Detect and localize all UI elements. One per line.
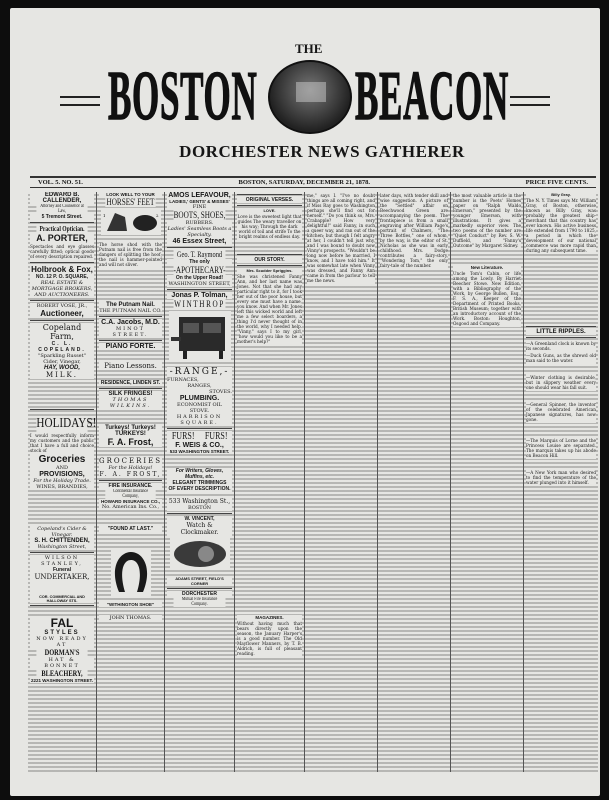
ad-text: HAY, WOOD,: [30, 365, 94, 371]
ad-text: REAL ESTATE & MORTGAGE BROKERS, AND AUCTIONEERS.: [31, 280, 93, 298]
ad-furs: [167, 431, 232, 442]
ad-text: 46 Essex Street,: [167, 238, 232, 245]
masthead: [10, 8, 600, 174]
ad-optician: Practical Optician.: [36, 225, 87, 233]
ad-lefavour: AMOS LEFAVOUR,: [168, 192, 231, 199]
ad-text: PLUMBING.: [167, 395, 232, 402]
ad-text: MILK.: [30, 371, 94, 379]
ad-groceries: GROCERIES: [99, 457, 163, 465]
ad-text: WINES, BRANDIES,: [30, 484, 94, 490]
ad-text: 533 WASHINGTON STREET.: [167, 449, 232, 454]
ripple-item: —General Spinner, the inventor of the celebrated American Japanese signatures, has now gone.: [526, 402, 596, 422]
lighthouse-vignette-icon: [268, 60, 352, 134]
stove-illustration-icon: [169, 311, 231, 361]
ad-text: -RANGE,-: [167, 367, 232, 377]
magazines-text: Without having much that bears directly upon the season, the January Harper's is a good number. The Old Mayflower Manners, by T. B. Aldrich, is full of pleasant reading.: [237, 621, 302, 656]
ad-silk-fringes: SILK FRINGES!: [99, 391, 162, 397]
column-4-verses-story: [235, 192, 305, 772]
ad-text: 5 Tremont Street.: [30, 214, 94, 220]
article-text: later days, with tender skill and wise suggestion. A picture of the "Settled" affair on Beechwood Green are accompanying the poem. The frontispiece is from a small engraving after William Page's portrait of Chalmers, "The Three Bottles," one of whom, by the way, is the editor of St. Nicholas as she was in early childhood. Mrs. Dodge contributes a fairy-story, "Wondering Tom," the only fairy-tale of the number.: [380, 193, 448, 268]
ad-text: RUBBERS.: [167, 220, 232, 226]
ad-text: HARRISON SQUARE.: [167, 414, 232, 426]
ad-text: THE PUTNAM NAIL CO.: [99, 308, 162, 314]
ad-text: PROVISIONS,: [30, 471, 94, 478]
ad-john-thomas: JOHN THOMAS.: [99, 615, 162, 621]
column-5-text: [305, 192, 378, 772]
ad-text: ADAMS STREET, FIELD'S CORNER: [167, 576, 232, 586]
newspaper-page: [10, 8, 600, 796]
ad-text: STOVES.: [167, 389, 232, 395]
ad-text: F. A. FROST,: [99, 471, 162, 478]
ad-text: For Writers, Gloves, Muffins, etc.: [167, 468, 232, 480]
ad-text: [30, 581, 94, 595]
ad-text: NOW READY AT: [30, 636, 94, 648]
column-7-text: [451, 192, 524, 772]
ad-text: A. PORTER,: [30, 233, 94, 243]
masthead-the: THE: [295, 41, 323, 56]
article-text: me," says I. "I've no doubt things are all coming right, and if Miss Ray goes to Washington perhaps she'll find out for herself." "Do you think so, Mrs. Crabapple? How very delightful!" said Fanny, in such a queer way, and ran out of the kitchen; but though I felt angry at her, I couldn't tell just why, and I was bound to doubt now Vinny's prospects. "Wouldn't be long now before he married, I know, and I have told him." It was somewhat late when Vinny was dressed, and Fanny Ann came in from the parlour to tell me the news.: [307, 193, 375, 283]
ad-tolman: Jonas P. Tolman,: [167, 292, 232, 299]
ad-text: Funeral: [30, 567, 94, 573]
ad-found-at-last: "FOUND AT LAST.": [99, 526, 162, 532]
ad-raymond: Geo. T. Raymond: [174, 250, 226, 259]
ornament-right-icon: [510, 96, 550, 106]
column-1-ads: [28, 192, 97, 772]
figure-label: 1: [102, 213, 106, 218]
ad-text: MINOT STREET.: [99, 326, 162, 338]
figure-label: 2: [155, 213, 159, 218]
ad-callender: EDWARD B. CALLENDER,: [30, 192, 94, 204]
ad-text: BOOTS, SHOES,: [173, 210, 226, 220]
article-text: Uncle Tom's Cabin, or life among the Lowly. By Harriet Beecher Stowe. New Edition, with a Bibliography of the Work, by George Bullen, Esq., F. S. A., Keeper of the Department of Printed Books, British Museum; together with an introductory account of the Work. Boston: Houghton, Osgood and Company.: [453, 271, 521, 326]
column-3-ads: [165, 192, 235, 772]
ad-text: ECONOMIST OIL STOVE.: [167, 402, 232, 414]
ad-text: 2221 WASHINGTON STREET.: [31, 678, 93, 683]
ad-dorman: FAL: [30, 616, 94, 630]
column-8-text: [524, 192, 598, 772]
section-heading-magazines: MAGAZINES.: [237, 615, 302, 620]
dateline: [30, 176, 596, 188]
ornament-left-icon: [60, 96, 100, 106]
column-6-text: [378, 192, 451, 772]
ad-frost: F. A. Frost,: [99, 437, 162, 447]
ad-dorchester-mutual: DORCHESTER: [167, 591, 232, 597]
section-heading-little-ripples: LITTLE RIPPLES.: [526, 329, 596, 335]
ad-text: C. L. COPELAND.: [30, 341, 94, 353]
price: PRICE FIVE CENTS.: [525, 179, 588, 186]
ad-text: 533 Washington St.,: [168, 498, 231, 505]
ripple-item: —A New York man who desired to find the temperature of the water plunged into it himself.: [526, 470, 596, 485]
ad-text: AND: [30, 465, 94, 471]
hoof-illustration-icon: [101, 209, 161, 235]
ad-text: On the Upper Road!: [167, 275, 232, 281]
ad-text: I would respectfully inform my customers and the public that I have a full and choice stock of: [30, 433, 94, 453]
ad-text: "Sparkling Russet" Cider, Vinegar,: [30, 353, 94, 365]
poem-title: LOVE.: [237, 208, 302, 213]
masthead-subtitle: DORCHESTER NEWS GATHERER: [179, 142, 465, 161]
ad-text: HAT & BONNET: [30, 657, 94, 669]
horseshoe-illustration-icon: [111, 548, 151, 596]
ad-holbrook-fox: Holbrook & Fox,: [31, 265, 93, 274]
ad-text: Washington Street,: [30, 544, 94, 550]
ripple-item: —Duck Guns, as the shrewd old man said to the water.: [526, 353, 596, 363]
ad-text: FURNACES,: [167, 377, 232, 383]
ad-text: OF EVERY DESCRIPTION.: [168, 486, 231, 492]
ad-text: HOWARD INSURANCE CO.,: [100, 499, 160, 504]
ad-jacobs: C.A. Jacobs, M.D.: [99, 319, 162, 326]
ad-text: Ladies' Seamless Boots a Specialty.: [167, 226, 232, 238]
ad-putnam-nail: The Putnam Nail.: [99, 302, 162, 308]
story-text: She was christened Fanny Ann, and her last name was Jones. Not that she had any particular right to it, for I took her out of the poor house, but every one must have a name, you know. And when Mr. Jones left this wicked world and left me a few select boarders, a thing I'd never thought of in the world, why I needed help. "Vinny," says I to my girl, "how would you like to be a mother's help?": [237, 274, 303, 344]
ad-text: DORMAN'S: [36, 648, 87, 657]
ad-text: STYLES: [30, 630, 94, 636]
section-heading-new-literature: New Literature.: [453, 265, 521, 270]
ad-text: Auctioneer,: [30, 309, 94, 318]
section-heading-our-story: OUR STORY.: [237, 257, 302, 263]
ad-text: LADIES,' GENTS' & MISSES': [167, 199, 232, 204]
ad-text: WASHINGTON STREET,: [168, 281, 231, 287]
ad-weis: F. WEIS & CO.,: [167, 442, 232, 449]
ad-text: Watch & Clockmaker.: [167, 522, 232, 536]
ripple-item: —Winter clothing is desirable, but in slippery weather every one should wear his fall suit.: [526, 375, 596, 390]
ad-text: For the Holidays!: [99, 465, 162, 471]
ad-text: FINE: [167, 204, 232, 210]
ad-text: Groceries: [30, 454, 94, 465]
volume-number: VOL. 5. NO. 51.: [38, 179, 83, 186]
issue-date: BOSTON, SATURDAY, DECEMBER 21, 1878.: [238, 179, 370, 186]
masthead-beacon: BEACON: [355, 55, 509, 135]
ad-text: No. American Ins. Co.,: [99, 504, 162, 510]
ad-fire-insurance: FIRE INSURANCE.: [99, 483, 162, 489]
ad-text: LOOK WELL TO YOUR: [99, 192, 162, 197]
masthead-boston: BOSTON: [108, 55, 258, 135]
ad-text: FURS!: [171, 431, 195, 442]
ad-text: Attorney and Counsellor at Law,: [36, 204, 87, 214]
ripple-item: —The Marquis of Lorne and the Princess Louise are separated. The marquis takes up his abode on Beacon Hill.: [526, 438, 596, 458]
ad-text: Continental Insurance Company,: [105, 489, 155, 499]
ad-vose: ROBERT VOSE, JR.,: [30, 303, 94, 309]
ad-text: Spectacles and eye glasses carefully fitted; optical goods of every description repaired.: [30, 244, 94, 259]
ad-holidays: HOLIDAYS!: [36, 416, 97, 431]
ad-text: The only: [167, 259, 232, 265]
ad-piano-forte: PIANO FORTE.: [99, 343, 162, 350]
column-2-ads: [97, 192, 165, 772]
ad-copeland-cider: Copeland's Cider & Vinegar.: [30, 526, 94, 538]
ad-text: The horse shod with the Putnam nail is free from the dangers of splitting the hoof; the nail is hammer-pointed and will not sliver.: [99, 242, 162, 267]
ad-text: NO. 12 P. O. SQUARE,: [30, 274, 94, 280]
ad-withington-shoe: "WITHINGTON SHOE": [99, 602, 162, 607]
ad-text: Mutual Fire Insurance Company.: [174, 597, 226, 607]
ad-text: For the Holiday Trade.: [30, 478, 94, 484]
ad-text: TURKEYS!: [99, 431, 162, 437]
ad-text: RESIDENCE, LINDEN ST.: [100, 380, 161, 386]
article-title-billy-gray: Billy Gray.: [526, 192, 596, 197]
ad-text: BLEACHERY,: [36, 669, 87, 678]
article-text: the most valuable article in the number is the Poets' Homes paper on "Ralph Waldo Emerson," presented by the younger Emerson, with illustrations. It gives a markedly superior view. The two poems of the number are "Quiet Conduct" by Rev. S. W. Duffield, and "Fanny's Outcome" by Margaret Sidney.: [453, 193, 521, 248]
ad-wilson-stanley: WILSON STANLEY,: [30, 555, 94, 567]
poem-text: Love is the sweetest light that guides The weary traveller on his way; Through the dark world of toil and strife To the bright realms of endless day.: [237, 214, 302, 239]
ad-text: FURS!: [204, 431, 228, 442]
story-title: Mrs. Scudder Spriggins.: [237, 268, 302, 273]
ad-text: COR. COMMERCIAL AND HALLOWAY STS.: [30, 595, 94, 603]
section-heading-original-verses: ORIGINAL VERSES.: [237, 197, 302, 203]
ad-text: THOMAS WILKINS.: [99, 397, 162, 409]
ad-chittenden: S. H. CHITTENDEN,: [30, 538, 94, 544]
ad-piano-lessons: Piano Lessons.: [99, 362, 162, 370]
ad-vincent: W. VINCENT,: [167, 516, 232, 522]
ad-turkeys: Turkeys! Turkeys!: [99, 425, 162, 431]
ad-copeland-farm: Copeland Farm,: [30, 323, 94, 341]
article-text: The N. Y. Times says Mr. William Gray, of Boston, otherwise known as Billy Gray, was probably the greatest ship-merchant that this country has ever known. His active business life extended from 1790 to 1825, a period in which the development of our national commerce was more rapid than during any subsequent time.: [526, 198, 596, 253]
ad-text: UNDERTAKER,: [30, 573, 94, 581]
ad-text: -APOTHECARY-: [173, 265, 226, 275]
ad-text: BOSTON: [167, 505, 232, 511]
ad-text: ELEGANT TRIMMINGS: [167, 480, 232, 486]
ad-text: WINTHROP: [174, 299, 225, 309]
watch-illustration-icon: [170, 538, 230, 570]
ad-horses-feet: HORSES' FEET: [106, 197, 155, 207]
ripple-item: —A Greenland clock is known by its seconds.: [526, 341, 596, 351]
ad-text: RANGES,: [167, 383, 232, 389]
